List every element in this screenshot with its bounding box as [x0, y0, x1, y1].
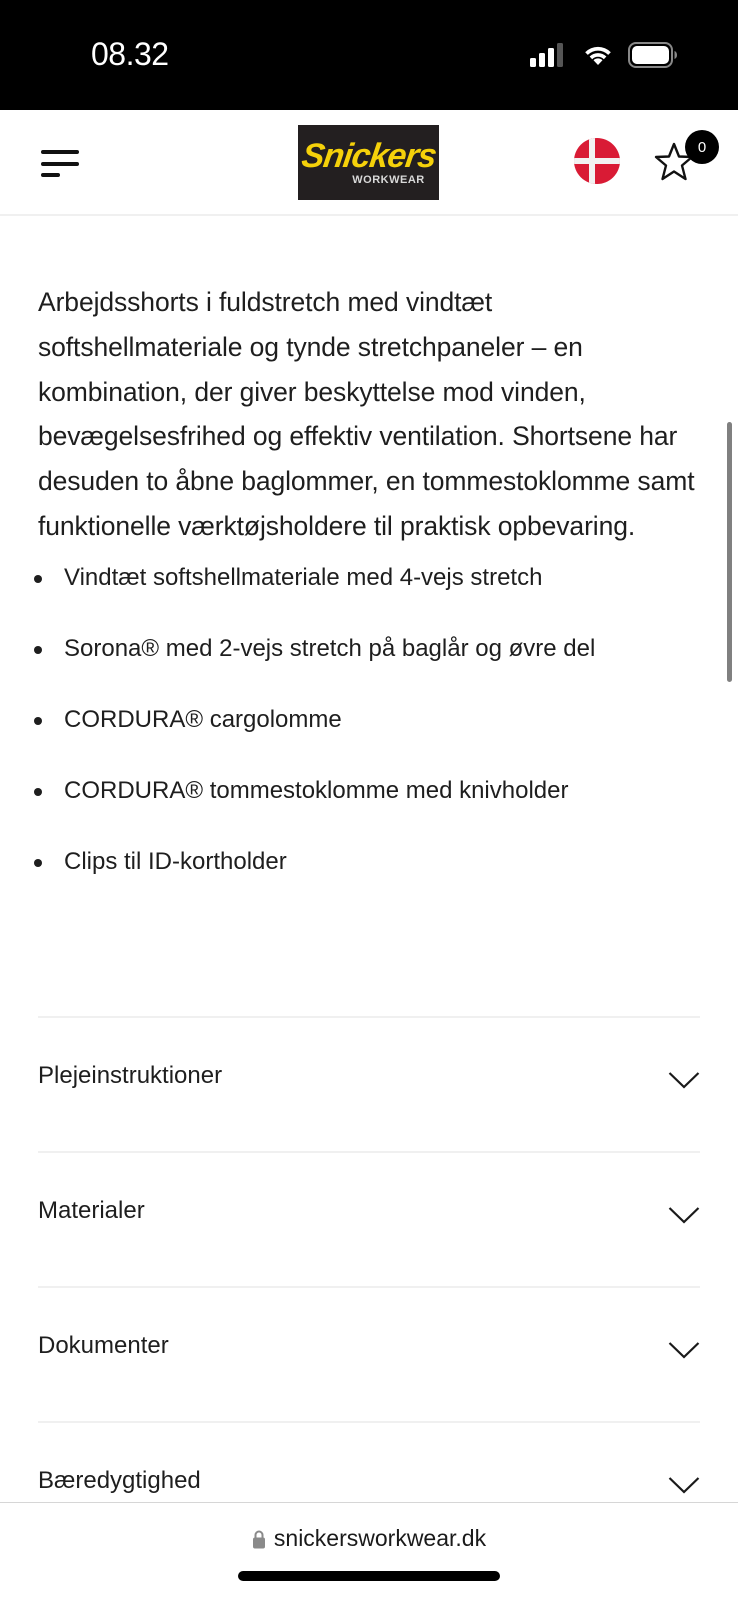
- product-details: [38, 280, 700, 918]
- accordion-label: Materialer: [38, 1197, 145, 1224]
- home-indicator[interactable]: [238, 1571, 500, 1581]
- feature-item: CORDURA® cargolomme: [38, 705, 700, 776]
- accordion-label: Dokumenter: [38, 1332, 169, 1359]
- accordion-materials[interactable]: [38, 1151, 700, 1286]
- hamburger-menu-icon[interactable]: [38, 144, 84, 184]
- chevron-down-icon: [668, 1475, 700, 1495]
- product-accordion: [38, 1016, 700, 1556]
- feature-list: [38, 563, 700, 918]
- feature-item: Clips til ID-kortholder: [38, 847, 700, 918]
- snickers-workwear-logo[interactable]: [298, 125, 439, 200]
- page-scrollbar[interactable]: [727, 422, 732, 682]
- status-bar: [0, 0, 738, 110]
- battery-icon: [628, 42, 678, 68]
- accordion-label: Bæredygtighed: [38, 1467, 201, 1494]
- url-display[interactable]: [0, 1525, 738, 1552]
- chevron-down-icon: [668, 1070, 700, 1090]
- favorites-button[interactable]: [652, 128, 722, 188]
- logo-tagline: WORKWEAR: [352, 174, 425, 186]
- feature-item: Vindtæt softshellmateriale med 4-vejs stretch: [38, 563, 700, 634]
- feature-item: Sorona® med 2-vejs stretch på baglår og øvre del: [38, 634, 700, 705]
- favorites-count-badge: 0: [685, 130, 719, 164]
- feature-item: CORDURA® tommestoklomme med knivholder: [38, 776, 700, 847]
- denmark-flag-icon[interactable]: [574, 138, 620, 184]
- browser-address-bar: [0, 1502, 738, 1600]
- chevron-down-icon: [668, 1340, 700, 1360]
- lock-icon: [252, 1529, 266, 1549]
- accordion-care-instructions[interactable]: [38, 1016, 700, 1151]
- product-description: Arbejdsshorts i fuldstretch med vindtæt softshellmateriale og tynde stretchpaneler – en kombination, der giver beskyttelse mod vinden, bevægelsesfrihed og effektiv ventilation. Shortsene har desuden to åbne baglommer, en tommestoklomme samt funktionelle værktøjsholdere til praktisk opbevaring.: [38, 287, 695, 541]
- site-header: [0, 110, 738, 216]
- status-time: 08.32: [91, 36, 169, 72]
- url-text: snickersworkwear.dk: [273, 1525, 487, 1551]
- accordion-documents[interactable]: [38, 1286, 700, 1421]
- logo-brand: Snickers: [298, 137, 439, 175]
- status-icons: [530, 40, 678, 70]
- wifi-icon: [582, 43, 614, 67]
- cellular-signal-icon: [530, 43, 568, 67]
- chevron-down-icon: [668, 1205, 700, 1225]
- accordion-label: Plejeinstruktioner: [38, 1062, 223, 1089]
